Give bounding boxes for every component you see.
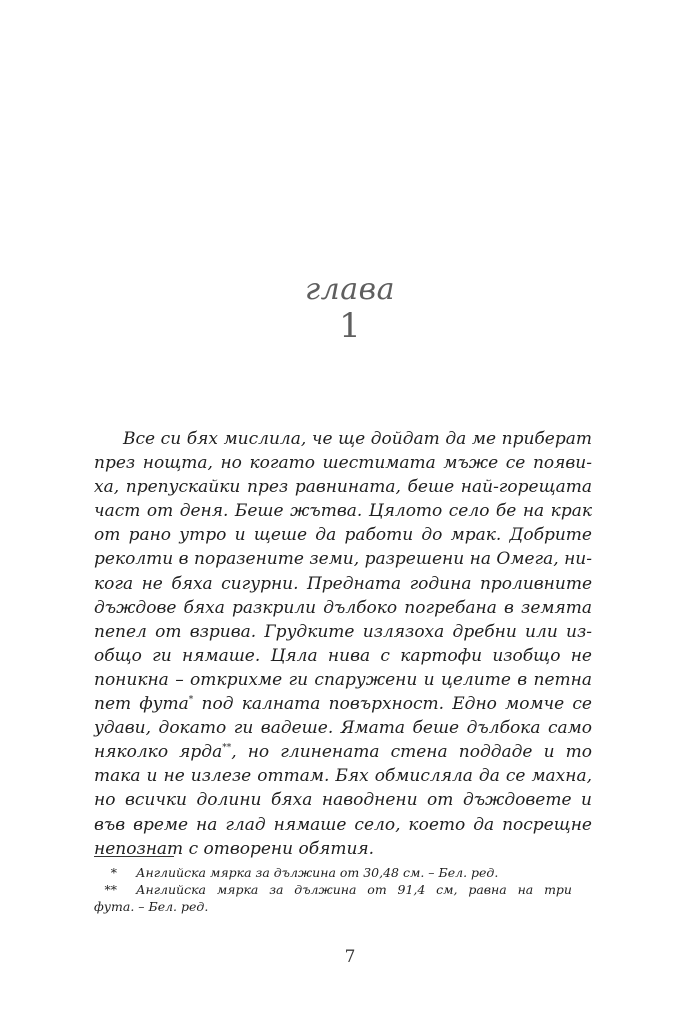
body-line: във време на глад нямаше село, което да посрещне [94,814,592,835]
body-line [94,740,592,764]
body-line: кога не бяха сигурни. Предната година проливните [94,573,592,594]
footnote-marker: ** [222,743,232,754]
body-line: но всички долини бяха наводнени от дъждовете и [94,790,592,811]
chapter-label: глава [305,272,395,307]
body-line: ха, препускайки през равнината, беше най-горещата [94,477,592,498]
body-line [94,692,592,716]
footnote-marker: * [188,695,194,706]
footnote [94,881,592,915]
body-line: дъждове бяха разкрили дълбоко погребана в земята [94,597,592,618]
body-line: пепел от взрива. Грудките излязоха дребни или из- [94,621,592,642]
body-line-part: няколко ярда [94,742,223,763]
footnote [94,864,592,881]
body-line: общо ги нямаше. Цяла нива с картофи изобщо не [94,645,592,666]
body-line: от рано утро и щеше да работи до мрак. Добрите [94,525,592,546]
footnote-mark: * [110,865,117,880]
body-line: удави, докато ги вадеше. Ямата беше дълбока само [94,718,592,739]
chapter-number: 1 [339,306,361,346]
footnote-divider [94,856,174,857]
body-line: част от деня. Беше жътва. Цялото село бе на крак [94,501,592,522]
footnote-text: Английска мярка за дължина от 91,4 см, равна на три [136,882,572,897]
page-number: 7 [344,947,356,967]
body-line-part: под калната повърхност. Едно момче се [193,694,592,715]
body-line: Все си бях мислила, че ще дойдат да ме приберат [123,429,592,449]
body-line: през нощта, но когато шестимата мъже се появи- [94,453,592,474]
body-line: така и не излезе оттам. Бях обмисляла да се махна, [94,766,592,787]
body-line-part: поникна – открихме ги спаружени и цели [94,669,485,690]
body-line-part: те в петна [484,669,592,690]
footnote-continuation: фута. – Бел. ред. [94,899,209,914]
body-line-part: пет фута [94,694,189,715]
footnote-text: Английска мярка за дължина от 30,48 см. – Бел. ред. [136,865,499,880]
chapter-body [94,427,592,861]
body-line-part: , но глинената стена поддаде и то [231,742,592,763]
body-line [94,668,592,692]
body-line: реколти в поразените земи, разрешени на Омега, ни- [94,549,592,570]
footnotes [94,864,592,915]
footnote-mark: ** [104,882,117,897]
body-line: непознат с отворени обятия. [94,838,375,859]
